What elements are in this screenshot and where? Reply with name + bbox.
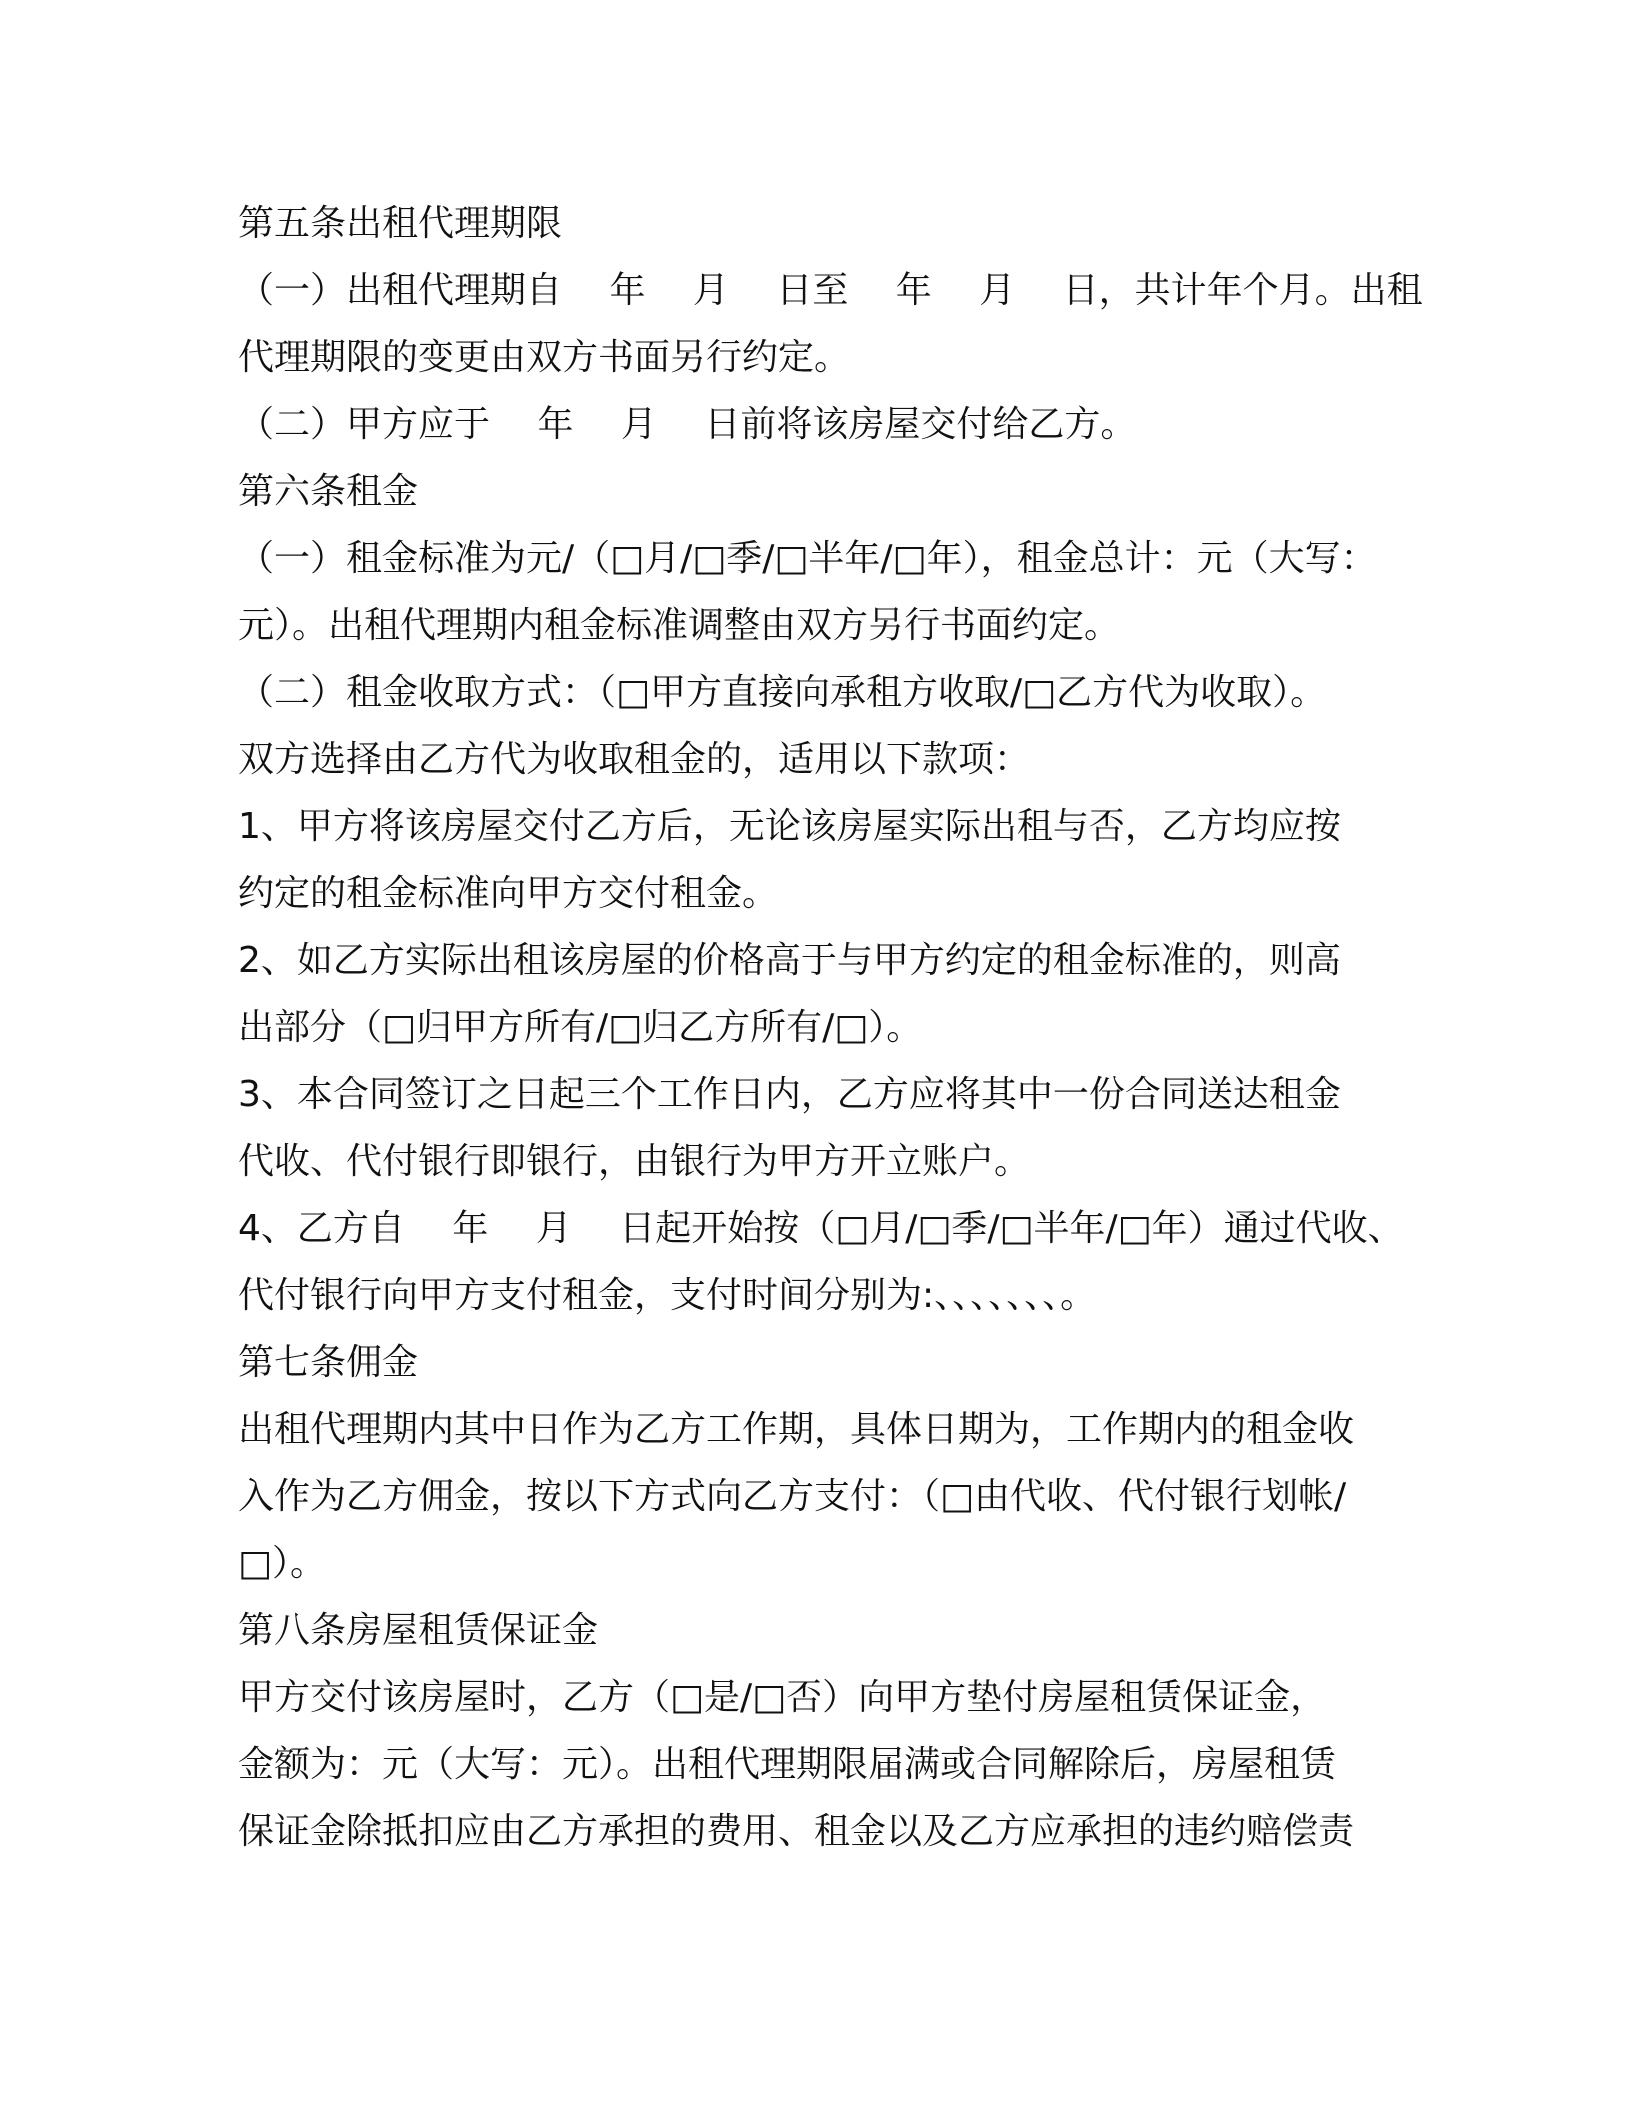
paragraph-line: 代理期限的变更由双方书面另行约定。 [238,337,851,378]
paragraph-line: 代付银行向甲方支付租金，支付时间分别为:、、、、、、、。 [238,1275,1097,1316]
paragraph-line: （二）租金收取方式：（□甲方直接向承租方收取/□乙方代为收取）。 [238,672,1327,713]
paragraph-line: （一）租金标准为元/（□月/□季/□半年/□年），租金总计：元（大写： [238,538,1377,579]
paragraph-line: 2、如乙方实际出租该房屋的价格高于与甲方约定的租金标准的，则高 [238,940,1341,981]
paragraph-line: （二）甲方应于 年 月 日前将该房屋交付给乙方。 [238,404,1137,445]
paragraph-line: 双方选择由乙方代为收取租金的，适用以下款项： [238,739,1031,780]
paragraph-line: 甲方交付该房屋时，乙方（□是/□否）向甲方垫付房屋租赁保证金， [238,1677,1327,1718]
paragraph-line: 金额为：元（大写：元）。出租代理期限届满或合同解除后，房屋租赁 [238,1744,1337,1785]
paragraph-line: 出租代理期内其中日作为乙方工作期，具体日期为，工作期内的租金收 [238,1409,1355,1450]
paragraph-line: 元）。出租代理期内租金标准调整由双方另行书面约定。 [238,605,1121,646]
article-7-heading: 第七条佣金 [238,1342,419,1383]
paragraph-line: 保证金除抵扣应由乙方承担的费用、租金以及乙方应承担的违约赔偿责 [238,1811,1355,1852]
paragraph-line: 出部分（□归甲方所有/□归乙方所有/□）。 [238,1007,923,1048]
article-5-heading: 第五条出租代理期限 [238,203,563,244]
article-6-heading: 第六条租金 [238,471,419,512]
paragraph-line: 约定的租金标准向甲方交付租金。 [238,873,779,914]
paragraph-line: 3、本合同签订之日起三个工作日内，乙方应将其中一份合同送达租金 [238,1074,1341,1115]
paragraph-line: 4、乙方自 年 月 日起开始按（□月/□季/□半年/□年）通过代收、 [238,1208,1404,1249]
paragraph-line: □）。 [238,1543,327,1584]
paragraph-line: （一）出租代理期自 年 月 日至 年 月 日，共计年个月。出租 [238,270,1423,311]
paragraph-line: 代收、代付银行即银行，由银行为甲方开立账户。 [238,1141,1031,1182]
document-body [238,190,1423,1865]
article-8-heading: 第八条房屋租赁保证金 [238,1610,599,1651]
paragraph-line: 1、甲方将该房屋交付乙方后，无论该房屋实际出租与否，乙方均应按 [238,806,1341,847]
paragraph-line: 入作为乙方佣金，按以下方式向乙方支付：（□由代收、代付银行划帐/ [238,1476,1347,1517]
